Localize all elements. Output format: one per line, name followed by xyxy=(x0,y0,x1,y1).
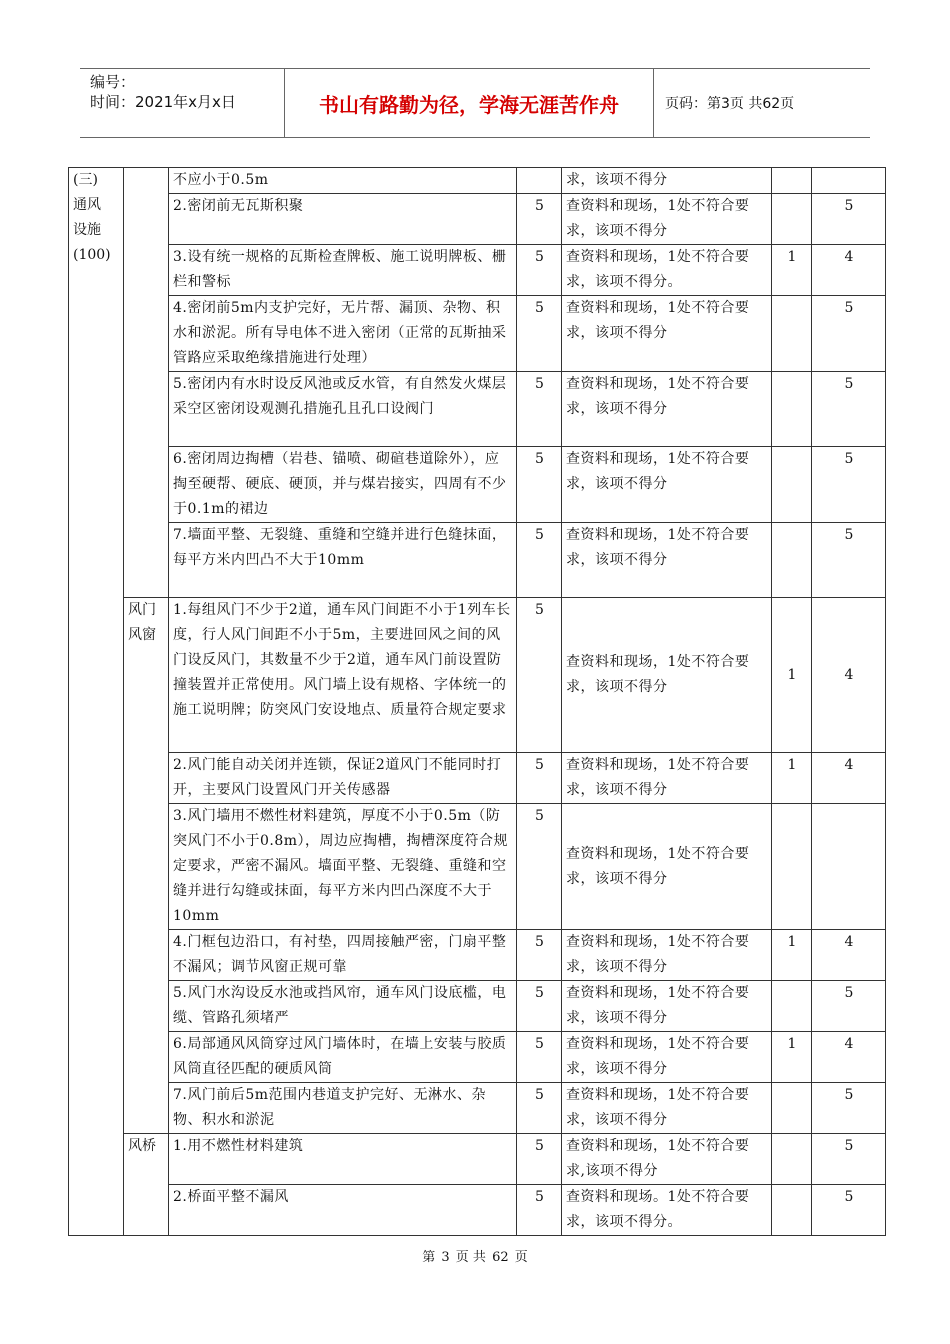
got-cell: 5 xyxy=(812,1185,886,1236)
score-cell: 5 xyxy=(517,372,562,447)
score-cell: 5 xyxy=(517,804,562,930)
deduct-cell: 1 xyxy=(772,1032,812,1083)
deduct-cell xyxy=(772,447,812,523)
standard-cell: 7.风门前后5m范围内巷道支护完好、无淋水、杂物、积水和淤泥 xyxy=(169,1083,517,1134)
table-row xyxy=(69,981,886,1032)
got-cell xyxy=(812,168,886,194)
method-cell: 查资料和现场。1处不符合要求，该项不得分。 xyxy=(562,1185,772,1236)
got-cell: 5 xyxy=(812,1083,886,1134)
got-cell: 4 xyxy=(812,598,886,753)
document-time-label: 时间：2021年x月x日 xyxy=(90,93,236,111)
footer-total-pages: 62 xyxy=(492,1250,509,1265)
deduct-cell xyxy=(772,523,812,598)
method-cell: 查资料和现场，1处不符合要求，该项不得分 xyxy=(562,804,772,930)
got-cell: 4 xyxy=(812,753,886,804)
subsection-seal xyxy=(124,168,169,598)
deduct-cell xyxy=(772,194,812,245)
page-footer xyxy=(0,1246,950,1265)
deduct-cell: 1 xyxy=(772,598,812,753)
table-row xyxy=(69,1032,886,1083)
header-page-label: 页码：第3页 共62页 xyxy=(665,96,795,112)
got-cell: 4 xyxy=(812,245,886,296)
score-cell: 5 xyxy=(517,296,562,372)
method-cell: 求，该项不得分 xyxy=(562,168,772,194)
score-cell: 5 xyxy=(517,194,562,245)
got-cell: 5 xyxy=(812,1134,886,1185)
method-cell: 查资料和现场，1处不符合要求,该项不得分 xyxy=(562,1134,772,1185)
method-cell: 查资料和现场，1处不符合要求，该项不得分 xyxy=(562,598,772,753)
got-cell: 4 xyxy=(812,1032,886,1083)
footer-page-number: 3 xyxy=(441,1250,450,1265)
ventilation-inspection-table xyxy=(68,167,886,1236)
subsection-label-line: 风窗 xyxy=(128,627,156,643)
got-cell: 5 xyxy=(812,447,886,523)
got-cell: 5 xyxy=(812,296,886,372)
score-cell: 5 xyxy=(517,245,562,296)
standard-cell: 5.密闭内有水时设反风池或反水管，有自然发火煤层采空区密闭设观测孔措施孔且孔口设阀门 xyxy=(169,372,517,447)
method-cell: 查资料和现场，1处不符合要求，该项不得分 xyxy=(562,372,772,447)
score-cell: 5 xyxy=(517,1032,562,1083)
standard-cell: 4.密闭前5m内支护完好，无片帮、漏顶、杂物、积水和淤泥。所有导电体不进入密闭（正常的瓦斯抽采管路应采取绝缘措施进行处理） xyxy=(169,296,517,372)
subsection-label-line: 风门 xyxy=(128,602,156,618)
score-cell: 5 xyxy=(517,523,562,598)
footer-prefix: 第 xyxy=(422,1250,436,1265)
standard-cell: 不应小于0.5m xyxy=(169,168,517,194)
score-cell: 5 xyxy=(517,1185,562,1236)
got-cell: 4 xyxy=(812,930,886,981)
table-row xyxy=(69,447,886,523)
got-cell: 5 xyxy=(812,981,886,1032)
table-row xyxy=(69,598,886,753)
method-cell: 查资料和现场，1处不符合要求，该项不得分 xyxy=(562,930,772,981)
score-cell xyxy=(517,168,562,194)
score-cell: 5 xyxy=(517,930,562,981)
table-row xyxy=(69,804,886,930)
deduct-cell xyxy=(772,372,812,447)
table-row xyxy=(69,753,886,804)
method-cell: 查资料和现场，1处不符合要求，该项不得分 xyxy=(562,1083,772,1134)
method-cell: 查资料和现场，1处不符合要求，该项不得分 xyxy=(562,194,772,245)
deduct-cell xyxy=(772,1185,812,1236)
section-ventilation-facilities xyxy=(69,168,124,1236)
table-row xyxy=(69,1185,886,1236)
got-cell: 5 xyxy=(812,523,886,598)
method-cell: 查资料和现场，1处不符合要求，该项不得分 xyxy=(562,523,772,598)
deduct-cell: 1 xyxy=(772,753,812,804)
standard-cell: 5.风门水沟设反水池或挡风帘，通车风门设底槛，电缆、管路孔须堵严 xyxy=(169,981,517,1032)
table-row xyxy=(69,194,886,245)
standard-cell: 3.设有统一规格的瓦斯检查牌板、施工说明牌板、栅栏和警标 xyxy=(169,245,517,296)
got-cell xyxy=(812,804,886,930)
score-cell: 5 xyxy=(517,598,562,753)
got-cell: 5 xyxy=(812,372,886,447)
standard-cell: 2.风门能自动关闭并连锁，保证2道风门不能同时打开，主要风门设置风门开关传感器 xyxy=(169,753,517,804)
method-cell: 查资料和现场，1处不符合要求，该项不得分。 xyxy=(562,245,772,296)
standard-cell: 7.墙面平整、无裂缝、重缝和空缝并进行色缝抹面，每平方米内凹凸不大于10mm xyxy=(169,523,517,598)
standard-cell: 1.用不燃性材料建筑 xyxy=(169,1134,517,1185)
standard-cell: 2.桥面平整不漏风 xyxy=(169,1185,517,1236)
method-cell: 查资料和现场，1处不符合要求，该项不得分 xyxy=(562,296,772,372)
score-cell: 5 xyxy=(517,1083,562,1134)
table-row xyxy=(69,1134,886,1185)
standard-cell: 6.密闭周边掏槽（岩巷、锚喷、砌碹巷道除外），应掏至硬帮、硬底、硬顶，并与煤岩接实，四周有不少于0.1m的裙边 xyxy=(169,447,517,523)
standard-cell: 3.风门墙用不燃性材料建筑，厚度不小于0.5m（防突风门不小于0.8m），周边应掏槽，掏槽深度符合规定要求，严密不漏风。墙面平整、无裂缝、重缝和空缝并进行勾缝或抹面，每平方米内凹凸深度不大于10mm xyxy=(169,804,517,930)
deduct-cell xyxy=(772,296,812,372)
method-cell: 查资料和现场，1处不符合要求，该项不得分 xyxy=(562,447,772,523)
standard-cell: 4.门框包边沿口，有衬垫，四周接触严密，门扇平整不漏风；调节风窗正规可靠 xyxy=(169,930,517,981)
table-row xyxy=(69,296,886,372)
table-row xyxy=(69,245,886,296)
deduct-cell: 1 xyxy=(772,245,812,296)
subsection-air-bridge: 风桥 xyxy=(124,1134,169,1236)
table-row xyxy=(69,1083,886,1134)
method-cell: 查资料和现场，1处不符合要求，该项不得分 xyxy=(562,1032,772,1083)
footer-suffix: 页 xyxy=(514,1250,528,1265)
got-cell: 5 xyxy=(812,194,886,245)
deduct-cell xyxy=(772,168,812,194)
method-cell: 查资料和现场，1处不符合要求，该项不得分 xyxy=(562,981,772,1032)
deduct-cell xyxy=(772,1083,812,1134)
subsection-air-door-window xyxy=(124,598,169,1134)
score-cell: 5 xyxy=(517,447,562,523)
section-label-line: 通风 xyxy=(73,197,101,213)
standard-cell: 2.密闭前无瓦斯积聚 xyxy=(169,194,517,245)
table-row xyxy=(69,168,886,194)
standard-cell: 6.局部通风风筒穿过风门墙体时，在墙上安装与胶质风筒直径匹配的硬质风筒 xyxy=(169,1032,517,1083)
method-cell: 查资料和现场，1处不符合要求，该项不得分 xyxy=(562,753,772,804)
table-row xyxy=(69,523,886,598)
score-cell: 5 xyxy=(517,1134,562,1185)
standard-cell: 1.每组风门不少于2道，通车风门间距不小于1列车长度，行人风门间距不小于5m，主要进回风之间的风门设反风门，其数量不少于2道，通车风门前设置防撞装置并正常使用。风门墙上设有规格、字体统一的施工说明牌；防突风门安设地点、质量符合规定要求 xyxy=(169,598,517,753)
document-number-label: 编号： xyxy=(90,73,136,91)
deduct-cell xyxy=(772,804,812,930)
deduct-cell: 1 xyxy=(772,930,812,981)
header-meta xyxy=(80,69,285,137)
section-label-line: (100) xyxy=(73,247,111,263)
section-label-line: (三) xyxy=(73,172,98,188)
footer-middle: 页 共 xyxy=(455,1250,486,1265)
score-cell: 5 xyxy=(517,981,562,1032)
deduct-cell xyxy=(772,981,812,1032)
section-label-line: 设施 xyxy=(73,222,101,238)
score-cell: 5 xyxy=(517,753,562,804)
table-row xyxy=(69,372,886,447)
table-row xyxy=(69,930,886,981)
page-header xyxy=(80,68,870,138)
deduct-cell xyxy=(772,1134,812,1185)
header-motto: 书山有路勤为径，学海无涯苦作舟 xyxy=(285,69,654,137)
